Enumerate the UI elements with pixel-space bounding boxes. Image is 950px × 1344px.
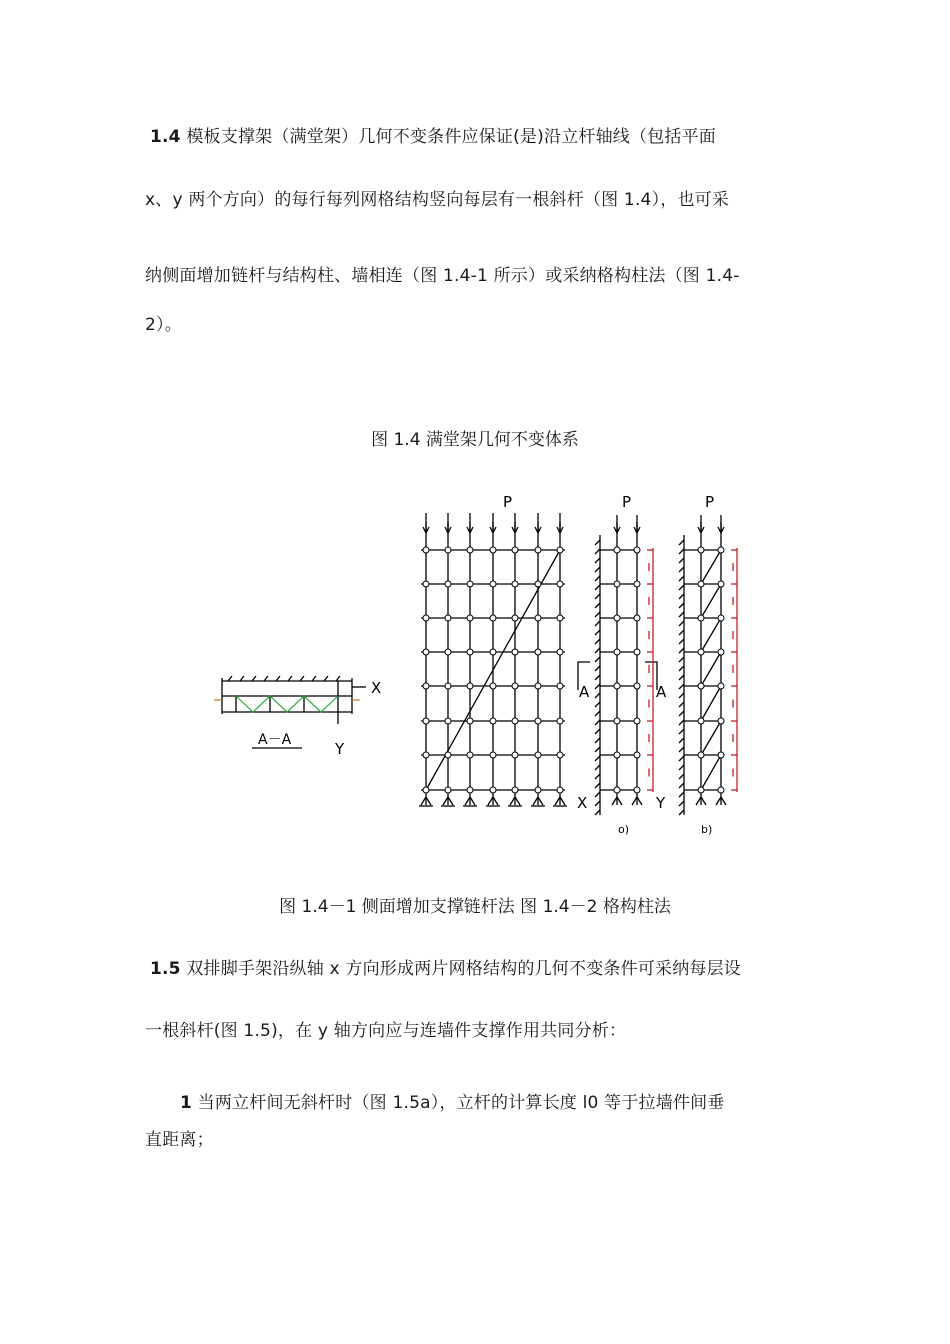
frame-node xyxy=(423,752,429,758)
column-node xyxy=(614,581,620,587)
column-node xyxy=(634,615,640,621)
wall-hatch xyxy=(679,540,684,545)
column-diagonal xyxy=(701,652,721,686)
figure-caption-bottom: 图 1.4－1 侧面增加支撑链杆法 图 1.4－2 格构柱法 xyxy=(279,897,671,917)
item-text: 当两立杆间无斜杆时（图 1.5a），立杆的计算长度 l0 等于拉墙件间垂 xyxy=(197,1093,725,1113)
scaffold-figure xyxy=(0,480,950,850)
column-node xyxy=(614,752,620,758)
para-1-4-line-3: 纳侧面增加链杆与结构柱、墙相连（图 1.4-1 所示）或采纳格构柱法（图 1.4- xyxy=(145,266,740,286)
wall-hatch xyxy=(595,738,600,743)
frame-node xyxy=(467,752,473,758)
wall-hatch xyxy=(595,621,600,626)
para-1-4-line-2: x、y 两个方向）的每行每列网格结构竖向每层有一根斜杆（图 1.4），也可采 xyxy=(145,190,730,210)
column-node xyxy=(614,718,620,724)
paragraph-text: 模板支撑架（满堂架）几何不变条件应保证(是)沿立杆轴线（包括平面 xyxy=(186,127,716,147)
section-label: A－A xyxy=(258,732,292,748)
frame-node xyxy=(445,683,451,689)
wall-hatch xyxy=(595,774,600,779)
frame-node xyxy=(535,615,541,621)
column-node xyxy=(634,581,640,587)
column-node xyxy=(698,787,704,793)
column-node xyxy=(614,615,620,621)
wall-hatch xyxy=(595,567,600,572)
frame-node xyxy=(535,649,541,655)
frame-node xyxy=(557,718,563,724)
wall-hatch xyxy=(679,585,684,590)
wall-hatch xyxy=(679,801,684,806)
frame-node xyxy=(512,581,518,587)
frame-node xyxy=(490,718,496,724)
frame-node xyxy=(490,683,496,689)
frame-node xyxy=(512,649,518,655)
wall-hatch xyxy=(595,648,600,653)
wall-hatch xyxy=(595,684,600,689)
wall-hatch xyxy=(679,711,684,716)
wall-hatch xyxy=(595,675,600,680)
full-frame-grid xyxy=(421,522,565,805)
cut-label-left: A xyxy=(579,683,590,701)
frame-node xyxy=(512,787,518,793)
column-node xyxy=(698,683,704,689)
frame-node xyxy=(535,581,541,587)
frame-node xyxy=(423,547,429,553)
wall-hatch xyxy=(595,666,600,671)
wall-hatch xyxy=(679,738,684,743)
wall-hatch xyxy=(595,783,600,788)
frame-node xyxy=(512,683,518,689)
frame-node xyxy=(467,581,473,587)
frame-node xyxy=(445,581,451,587)
cut-label-right: A xyxy=(656,683,667,701)
wall-hatch xyxy=(595,693,600,698)
wall-hatch xyxy=(595,729,600,734)
wall-hatch xyxy=(679,657,684,662)
frame-node xyxy=(467,718,473,724)
wall-hatch xyxy=(679,612,684,617)
wall-hatch xyxy=(595,585,600,590)
column-diagonal xyxy=(701,550,721,584)
frame-node xyxy=(490,649,496,655)
column-node xyxy=(698,615,704,621)
column-node xyxy=(614,547,620,553)
axis-y-label-main: Y xyxy=(656,794,666,812)
wall-hatch xyxy=(595,594,600,599)
wall-hatch xyxy=(595,639,600,644)
wall-hatch xyxy=(595,765,600,770)
wall-hatch xyxy=(595,702,600,707)
frame-node xyxy=(445,718,451,724)
para-1-4-line-4: 2）。 xyxy=(145,315,182,335)
wall-hatch xyxy=(595,612,600,617)
frame-node xyxy=(535,683,541,689)
frame-node xyxy=(423,615,429,621)
column-node xyxy=(718,615,724,621)
wall-hatch xyxy=(679,774,684,779)
frame-node xyxy=(445,649,451,655)
frame-node xyxy=(423,787,429,793)
column-node xyxy=(698,581,704,587)
wall-hatch xyxy=(679,558,684,563)
wall-hatch xyxy=(679,639,684,644)
frame-node xyxy=(423,683,429,689)
column-node xyxy=(718,547,724,553)
column-node xyxy=(634,752,640,758)
wall-hatch xyxy=(679,549,684,554)
load-label-a: P xyxy=(622,493,632,511)
frame-node xyxy=(490,581,496,587)
frame-node xyxy=(445,615,451,621)
frame-node xyxy=(557,581,563,587)
load-arrows xyxy=(423,513,563,533)
frame-node xyxy=(557,615,563,621)
wall-hatch xyxy=(679,576,684,581)
para-1-5-line-1 xyxy=(150,957,741,981)
frame-node xyxy=(557,649,563,655)
frame-node xyxy=(423,718,429,724)
frame-node xyxy=(535,547,541,553)
item-1-line-1 xyxy=(180,1091,725,1115)
frame-node xyxy=(557,683,563,689)
load-label-main: P xyxy=(503,493,513,511)
wall-hatch xyxy=(679,666,684,671)
frame-node xyxy=(467,683,473,689)
frame-node xyxy=(490,752,496,758)
wall-hatch xyxy=(679,621,684,626)
para-1-5-line-2: 一根斜杆(图 1.5)，在 y 轴方向应与连墙件支撑作用共同分析： xyxy=(145,1021,627,1041)
wall-hatch xyxy=(595,792,600,797)
column-node xyxy=(718,683,724,689)
column-diagonal xyxy=(701,618,721,652)
column-diagonal xyxy=(701,721,721,755)
wall-hatch xyxy=(595,576,600,581)
wall-hatch xyxy=(679,783,684,788)
column-node xyxy=(698,718,704,724)
frame-node xyxy=(535,787,541,793)
wall-hatch xyxy=(595,711,600,716)
column-node xyxy=(718,787,724,793)
column-node xyxy=(634,547,640,553)
wall-hatch xyxy=(595,549,600,554)
axis-x-label: X xyxy=(371,679,382,697)
section-aa-bracing xyxy=(236,696,338,712)
wall-hatch xyxy=(595,756,600,761)
column-node xyxy=(614,787,620,793)
column-diagonal xyxy=(701,584,721,618)
column-node xyxy=(634,787,640,793)
frame-node xyxy=(490,547,496,553)
frame-node xyxy=(512,615,518,621)
column-node xyxy=(718,649,724,655)
frame-node xyxy=(423,581,429,587)
frame-node xyxy=(512,547,518,553)
section-aa-drawing xyxy=(222,676,366,748)
wall-hatch xyxy=(595,603,600,608)
frame-node xyxy=(557,787,563,793)
column-node xyxy=(634,683,640,689)
frame-node xyxy=(467,787,473,793)
wall-hatch xyxy=(679,747,684,752)
frame-node xyxy=(467,547,473,553)
wall-hatch xyxy=(679,603,684,608)
column-node xyxy=(718,581,724,587)
wall-hatch xyxy=(679,684,684,689)
frame-node xyxy=(557,752,563,758)
frame-node xyxy=(535,752,541,758)
frame-node xyxy=(490,615,496,621)
figure-caption-top: 图 1.4 满堂架几何不变体系 xyxy=(371,430,579,450)
wall-hatch xyxy=(679,810,684,815)
wall-hatch xyxy=(595,657,600,662)
wall-hatch xyxy=(595,720,600,725)
paragraph-text: 双排脚手架沿纵轴 x 方向形成两片网格结构的几何不变条件可采纳每层设 xyxy=(186,959,741,979)
wall-hatch xyxy=(679,702,684,707)
column-diagonal xyxy=(701,686,721,721)
frame-node xyxy=(445,787,451,793)
column-node xyxy=(698,752,704,758)
wall-hatch xyxy=(679,756,684,761)
wall-hatch xyxy=(595,540,600,545)
load-label-b: P xyxy=(705,493,715,511)
wall-hatch xyxy=(595,801,600,806)
wall-hatch xyxy=(679,765,684,770)
wall-hatch xyxy=(679,648,684,653)
section-number: 1.5 xyxy=(150,959,181,979)
wall-hatch xyxy=(595,630,600,635)
frame-node xyxy=(467,615,473,621)
axis-x-label-main: X xyxy=(577,794,588,812)
frame-node xyxy=(490,787,496,793)
subfigure-a-label: o) xyxy=(618,823,630,836)
frame-node xyxy=(557,547,563,553)
column-node xyxy=(634,718,640,724)
para-1-4-line-1 xyxy=(150,125,716,149)
frame-node xyxy=(445,547,451,553)
column-node xyxy=(698,649,704,655)
frame-node xyxy=(467,649,473,655)
wall-hatch xyxy=(595,558,600,563)
frame-a xyxy=(595,515,653,815)
wall-hatch xyxy=(679,675,684,680)
wall-hatch xyxy=(679,693,684,698)
wall-hatch xyxy=(679,567,684,572)
item-number: 1 xyxy=(180,1093,193,1113)
wall-hatch xyxy=(679,630,684,635)
wall-hatch xyxy=(679,594,684,599)
frame-node xyxy=(445,752,451,758)
frame-node xyxy=(512,752,518,758)
frame-node xyxy=(512,718,518,724)
frame-b xyxy=(679,515,737,815)
wall-hatch xyxy=(595,747,600,752)
column-node xyxy=(614,683,620,689)
subfigure-b-label: b) xyxy=(701,823,713,836)
section-number: 1.4 xyxy=(150,127,181,147)
wall-hatch xyxy=(679,729,684,734)
wall-hatch xyxy=(595,810,600,815)
column-node xyxy=(634,649,640,655)
wall-hatch xyxy=(679,792,684,797)
column-diagonal xyxy=(701,755,721,790)
wall-hatch xyxy=(679,720,684,725)
column-node xyxy=(614,649,620,655)
column-node xyxy=(718,752,724,758)
frame-node xyxy=(423,649,429,655)
column-node xyxy=(718,718,724,724)
frame-node xyxy=(535,718,541,724)
axis-y-label: Y xyxy=(335,740,345,758)
item-1-line-2: 直距离； xyxy=(145,1130,214,1150)
column-node xyxy=(698,547,704,553)
